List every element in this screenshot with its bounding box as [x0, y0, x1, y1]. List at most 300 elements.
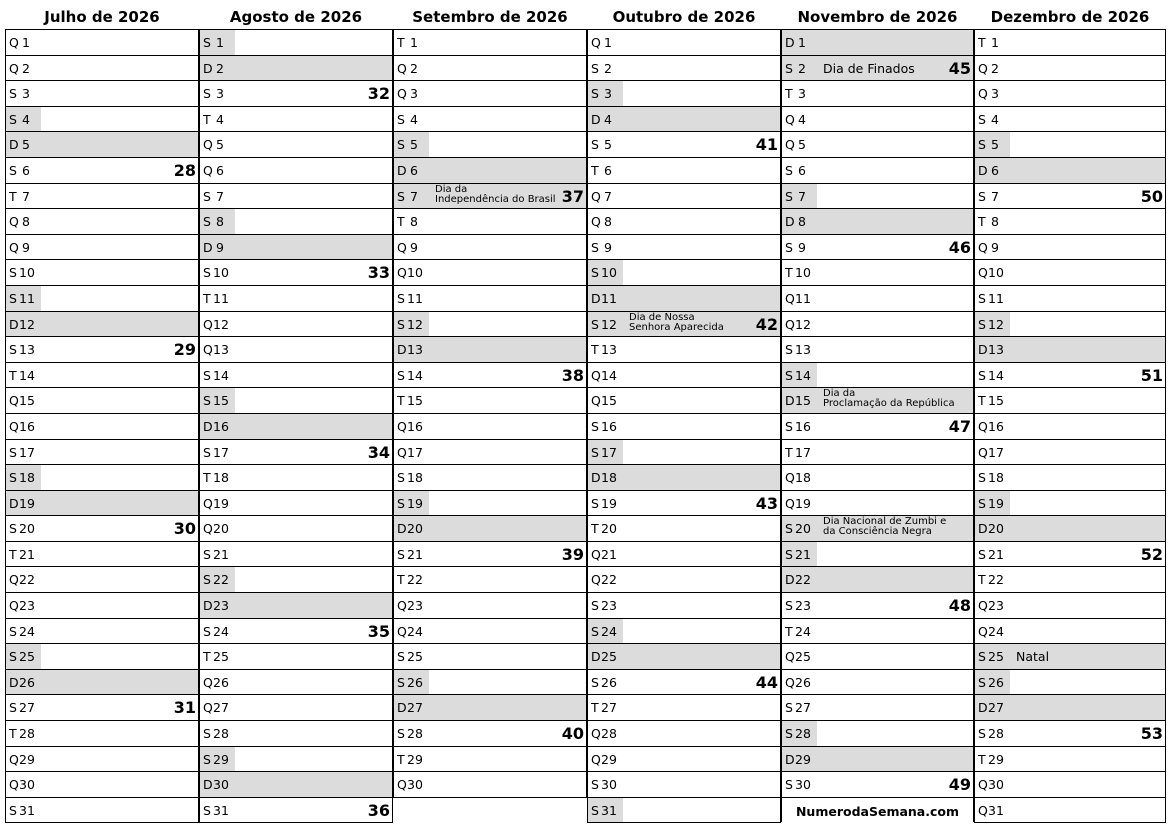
day-row[interactable]	[394, 542, 586, 568]
weekday-letter: S	[978, 674, 986, 690]
day-row[interactable]	[975, 542, 1165, 568]
day-row[interactable]	[200, 721, 392, 747]
day-row[interactable]	[6, 107, 198, 133]
day-row[interactable]	[200, 388, 392, 414]
weekday-letter: T	[397, 393, 405, 409]
day-row[interactable]	[6, 56, 198, 82]
day-row[interactable]	[200, 132, 392, 158]
day-row[interactable]	[6, 695, 198, 721]
day-row[interactable]	[200, 56, 392, 82]
weekday-letter: Q	[591, 214, 601, 230]
day-row[interactable]	[6, 286, 198, 312]
day-row[interactable]	[588, 184, 780, 210]
day-row[interactable]	[200, 440, 392, 466]
day-row[interactable]	[200, 363, 392, 389]
day-number: 1	[410, 35, 418, 50]
day-row[interactable]	[975, 81, 1165, 107]
day-row[interactable]	[782, 81, 973, 107]
day-row[interactable]	[394, 491, 586, 517]
day-number: 9	[798, 239, 806, 255]
day-number: 18	[795, 470, 811, 486]
weekday-letter: Q	[785, 137, 795, 153]
day-row[interactable]	[200, 312, 392, 338]
day-number: 22	[601, 572, 617, 588]
day-number: 4	[410, 111, 418, 127]
weekday-letter: Q	[978, 418, 988, 434]
day-row[interactable]	[394, 619, 586, 645]
day-row[interactable]	[200, 567, 392, 593]
day-row[interactable]	[394, 286, 586, 312]
day-row[interactable]	[975, 721, 1165, 747]
day-row[interactable]	[588, 363, 780, 389]
day-row[interactable]	[975, 132, 1165, 158]
day-number: 21	[407, 546, 423, 562]
day-number: 15	[19, 393, 35, 409]
day-row[interactable]	[6, 542, 198, 568]
day-number: 3	[216, 86, 224, 102]
weekday-letter: Q	[591, 546, 601, 562]
day-row[interactable]	[588, 644, 780, 670]
day-row[interactable]	[588, 286, 780, 312]
day-row[interactable]	[588, 542, 780, 568]
day-row[interactable]	[394, 337, 586, 363]
weekday-letter: T	[978, 572, 986, 588]
day-number: 27	[795, 700, 811, 716]
day-number: 4	[798, 111, 806, 127]
day-row[interactable]	[588, 209, 780, 235]
day-row[interactable]	[394, 184, 586, 210]
day-number: 8	[216, 214, 224, 230]
day-row[interactable]	[200, 772, 392, 798]
day-row[interactable]	[782, 567, 973, 593]
day-row[interactable]	[975, 56, 1165, 82]
day-row[interactable]	[200, 81, 392, 107]
day-row[interactable]	[782, 516, 973, 542]
day-number: 19	[213, 495, 229, 511]
day-row[interactable]	[782, 107, 973, 133]
day-row[interactable]	[394, 593, 586, 619]
day-row[interactable]	[588, 388, 780, 414]
day-row[interactable]	[6, 132, 198, 158]
day-row[interactable]	[6, 235, 198, 261]
day-number: 26	[795, 674, 811, 690]
weekday-letter: D	[978, 162, 988, 178]
day-row[interactable]	[782, 644, 973, 670]
day-row[interactable]	[782, 747, 973, 773]
day-row[interactable]	[394, 465, 586, 491]
day-row[interactable]	[975, 798, 1165, 824]
day-row[interactable]	[394, 363, 586, 389]
day-number: 8	[991, 214, 999, 230]
day-row[interactable]	[6, 465, 198, 491]
day-row[interactable]	[588, 491, 780, 517]
weekday-letter: S	[978, 137, 986, 153]
day-row[interactable]	[200, 209, 392, 235]
day-row[interactable]	[782, 542, 973, 568]
day-row[interactable]	[782, 388, 973, 414]
weekday-letter: T	[978, 35, 986, 50]
day-row[interactable]	[6, 440, 198, 466]
day-row[interactable]	[6, 312, 198, 338]
day-number: 13	[988, 342, 1004, 358]
day-row[interactable]	[975, 747, 1165, 773]
day-row[interactable]	[782, 593, 973, 619]
day-row[interactable]	[975, 184, 1165, 210]
day-row[interactable]	[588, 81, 780, 107]
day-row[interactable]	[975, 209, 1165, 235]
day-number: 28	[19, 726, 35, 742]
day-number: 2	[410, 60, 418, 76]
day-number: 4	[991, 111, 999, 127]
weekday-letter: Q	[978, 265, 988, 281]
day-row[interactable]	[975, 567, 1165, 593]
month-title: Agosto de 2026	[229, 8, 363, 26]
day-row[interactable]	[975, 260, 1165, 286]
day-row[interactable]	[782, 209, 973, 235]
day-row[interactable]	[782, 260, 973, 286]
day-row[interactable]	[588, 337, 780, 363]
week-number: 34	[367, 442, 390, 462]
day-row[interactable]	[975, 312, 1165, 338]
day-row[interactable]	[200, 747, 392, 773]
day-number: 5	[991, 137, 999, 153]
weekday-letter: T	[978, 751, 986, 767]
day-row[interactable]	[394, 644, 586, 670]
day-row[interactable]	[782, 440, 973, 466]
weekday-letter: S	[9, 444, 17, 460]
day-row[interactable]	[782, 337, 973, 363]
day-row[interactable]	[394, 721, 586, 747]
day-row[interactable]	[782, 158, 973, 184]
day-row[interactable]	[6, 798, 198, 824]
day-number: 25	[795, 649, 811, 665]
day-row[interactable]	[588, 721, 780, 747]
day-row[interactable]	[6, 747, 198, 773]
day-row[interactable]	[394, 235, 586, 261]
day-row[interactable]	[394, 312, 586, 338]
day-row[interactable]	[975, 465, 1165, 491]
day-number: 30	[407, 777, 423, 793]
weekday-letter: Q	[785, 111, 795, 127]
day-number: 4	[604, 111, 612, 127]
day-row[interactable]	[200, 516, 392, 542]
day-number: 13	[601, 342, 617, 358]
weekday-letter: Q	[203, 700, 213, 716]
weekday-letter: S	[591, 239, 599, 255]
day-row[interactable]	[975, 670, 1165, 696]
day-row[interactable]	[6, 567, 198, 593]
day-row[interactable]	[588, 695, 780, 721]
day-number: 31	[601, 802, 617, 818]
day-row[interactable]	[394, 30, 586, 56]
weekday-letter: Q	[978, 86, 988, 102]
weekday-letter: S	[591, 137, 599, 153]
day-row[interactable]	[6, 491, 198, 517]
day-row[interactable]	[6, 516, 198, 542]
day-row[interactable]	[975, 644, 1165, 670]
month-table	[199, 29, 393, 823]
day-row[interactable]	[588, 414, 780, 440]
day-number: 26	[988, 674, 1004, 690]
day-row[interactable]	[6, 721, 198, 747]
day-row[interactable]	[6, 388, 198, 414]
day-row[interactable]	[394, 81, 586, 107]
site-credit[interactable]: NumerodaSemana.com	[795, 803, 960, 819]
day-row[interactable]	[588, 593, 780, 619]
day-row[interactable]	[394, 695, 586, 721]
weekday-letter: D	[978, 342, 988, 358]
day-row[interactable]	[975, 286, 1165, 312]
week-number: 53	[1140, 724, 1163, 744]
day-row[interactable]	[200, 235, 392, 261]
day-row[interactable]	[782, 414, 973, 440]
day-number: 9	[604, 239, 612, 255]
day-row[interactable]	[394, 567, 586, 593]
day-row[interactable]	[6, 81, 198, 107]
day-number: 15	[795, 393, 811, 409]
weekday-letter: Q	[397, 60, 407, 76]
day-number: 26	[601, 674, 617, 690]
day-row[interactable]	[588, 107, 780, 133]
day-row[interactable]	[200, 260, 392, 286]
day-row[interactable]	[588, 465, 780, 491]
weekday-letter: T	[397, 751, 405, 767]
day-row[interactable]	[975, 440, 1165, 466]
day-row[interactable]	[394, 260, 586, 286]
day-row[interactable]	[975, 619, 1165, 645]
day-row[interactable]	[6, 593, 198, 619]
day-row[interactable]	[394, 772, 586, 798]
weekday-letter: Q	[9, 60, 19, 76]
week-number: 49	[948, 775, 971, 795]
day-number: 12	[213, 316, 229, 332]
day-row[interactable]	[200, 337, 392, 363]
day-row[interactable]	[200, 670, 392, 696]
day-row[interactable]	[588, 798, 780, 824]
day-number: 13	[795, 342, 811, 358]
day-row[interactable]	[200, 107, 392, 133]
day-row[interactable]	[6, 772, 198, 798]
day-row[interactable]	[588, 440, 780, 466]
day-row[interactable]	[200, 414, 392, 440]
day-number: 24	[19, 623, 35, 639]
weekday-letter: S	[591, 60, 599, 76]
day-row[interactable]	[975, 593, 1165, 619]
day-number: 30	[988, 777, 1004, 793]
day-row[interactable]	[200, 30, 392, 56]
day-row[interactable]	[394, 670, 586, 696]
day-row[interactable]	[6, 184, 198, 210]
day-row[interactable]	[588, 56, 780, 82]
day-row[interactable]	[588, 772, 780, 798]
day-row[interactable]	[588, 747, 780, 773]
weekday-letter: Q	[785, 316, 795, 332]
day-row[interactable]	[782, 670, 973, 696]
day-row[interactable]	[6, 414, 198, 440]
day-row[interactable]	[782, 235, 973, 261]
day-number: 10	[407, 265, 423, 281]
day-number: 18	[988, 470, 1004, 486]
day-row[interactable]	[6, 260, 198, 286]
day-number: 23	[795, 598, 811, 614]
day-row[interactable]	[588, 132, 780, 158]
day-row[interactable]	[782, 772, 973, 798]
day-row[interactable]	[975, 491, 1165, 517]
day-row[interactable]	[394, 440, 586, 466]
day-number: 28	[988, 726, 1004, 742]
weekday-letter: S	[785, 188, 793, 204]
day-number: 17	[795, 444, 811, 460]
day-row[interactable]	[394, 516, 586, 542]
day-row[interactable]	[975, 30, 1165, 56]
day-number: 12	[19, 316, 35, 332]
weekday-letter: Q	[978, 623, 988, 639]
day-row[interactable]	[394, 747, 586, 773]
day-row[interactable]	[394, 107, 586, 133]
day-row[interactable]	[200, 644, 392, 670]
day-row[interactable]	[782, 30, 973, 56]
day-number: 4	[22, 111, 30, 127]
day-row[interactable]	[394, 132, 586, 158]
day-number: 21	[988, 546, 1004, 562]
day-row[interactable]	[200, 465, 392, 491]
day-row[interactable]	[6, 670, 198, 696]
day-row[interactable]	[782, 465, 973, 491]
day-row[interactable]	[200, 695, 392, 721]
day-row[interactable]	[588, 312, 780, 338]
day-row[interactable]	[782, 619, 973, 645]
day-row[interactable]	[588, 670, 780, 696]
day-row[interactable]	[6, 644, 198, 670]
day-row[interactable]	[6, 619, 198, 645]
day-number: 6	[991, 162, 999, 178]
day-row[interactable]	[394, 56, 586, 82]
day-row[interactable]	[588, 260, 780, 286]
day-row[interactable]	[975, 516, 1165, 542]
day-number: 14	[988, 367, 1004, 383]
holiday-name: Dia da Proclamação da República	[823, 388, 955, 410]
day-row[interactable]	[782, 184, 973, 210]
day-row[interactable]	[782, 695, 973, 721]
weekday-letter: Q	[397, 418, 407, 434]
day-row[interactable]	[975, 235, 1165, 261]
weekday-letter: S	[203, 367, 211, 383]
weekday-letter: S	[9, 700, 17, 716]
day-number: 18	[213, 470, 229, 486]
day-number: 15	[988, 393, 1004, 409]
weekday-letter: T	[397, 214, 405, 230]
day-row[interactable]	[975, 107, 1165, 133]
day-row[interactable]	[6, 209, 198, 235]
month-table	[393, 29, 587, 798]
day-row[interactable]	[588, 30, 780, 56]
weekday-letter: Q	[978, 598, 988, 614]
weekday-letter: D	[9, 674, 19, 690]
day-row[interactable]	[782, 132, 973, 158]
day-row[interactable]	[6, 30, 198, 56]
weekday-letter: S	[203, 393, 211, 409]
day-row[interactable]	[975, 772, 1165, 798]
day-row[interactable]	[200, 593, 392, 619]
day-number: 16	[213, 418, 229, 434]
day-row[interactable]	[588, 567, 780, 593]
day-row[interactable]	[588, 619, 780, 645]
day-number: 24	[988, 623, 1004, 639]
day-row[interactable]	[588, 235, 780, 261]
week-number: 50	[1140, 186, 1163, 206]
day-row[interactable]	[782, 286, 973, 312]
day-row[interactable]	[782, 721, 973, 747]
day-number: 18	[601, 470, 617, 486]
day-row[interactable]	[200, 184, 392, 210]
day-row[interactable]	[200, 619, 392, 645]
day-number: 23	[19, 598, 35, 614]
day-row[interactable]	[975, 695, 1165, 721]
week-number: 43	[755, 493, 778, 513]
week-number: 44	[755, 672, 778, 692]
day-number: 11	[601, 290, 617, 306]
weekday-letter: S	[785, 598, 793, 614]
weekday-letter: S	[591, 623, 599, 639]
week-number: 48	[948, 596, 971, 616]
day-number: 6	[604, 162, 612, 178]
day-row[interactable]	[975, 388, 1165, 414]
week-number: 36	[367, 800, 390, 820]
day-number: 1	[604, 35, 612, 50]
day-row[interactable]	[975, 337, 1165, 363]
day-row[interactable]	[394, 388, 586, 414]
day-row[interactable]	[975, 158, 1165, 184]
day-row[interactable]	[6, 337, 198, 363]
weekday-letter: D	[9, 495, 19, 511]
day-row[interactable]	[6, 158, 198, 184]
day-row[interactable]	[588, 516, 780, 542]
day-number: 2	[216, 60, 224, 76]
weekday-letter: Q	[203, 495, 213, 511]
day-row[interactable]	[782, 363, 973, 389]
day-row[interactable]	[975, 363, 1165, 389]
day-row[interactable]	[394, 414, 586, 440]
day-row[interactable]	[6, 363, 198, 389]
day-number: 30	[795, 777, 811, 793]
day-row[interactable]	[782, 312, 973, 338]
day-number: 5	[798, 137, 806, 153]
day-row[interactable]	[200, 491, 392, 517]
weekday-letter: D	[978, 700, 988, 716]
day-row[interactable]	[782, 491, 973, 517]
day-row[interactable]	[975, 414, 1165, 440]
day-number: 13	[19, 342, 35, 358]
day-number: 24	[213, 623, 229, 639]
month-title: Julho de 2026	[44, 8, 160, 26]
month-table	[5, 29, 199, 823]
day-row[interactable]	[394, 158, 586, 184]
day-number: 9	[22, 239, 30, 255]
week-number: 30	[173, 519, 196, 539]
month-column	[587, 0, 781, 823]
day-number: 16	[407, 418, 423, 434]
day-number: 21	[213, 546, 229, 562]
day-row[interactable]	[200, 158, 392, 184]
day-row[interactable]	[200, 798, 392, 824]
day-row[interactable]	[200, 542, 392, 568]
weekday-letter: S	[203, 623, 211, 639]
day-row[interactable]	[200, 286, 392, 312]
day-row[interactable]	[394, 209, 586, 235]
day-row[interactable]	[782, 56, 973, 82]
day-row[interactable]	[588, 158, 780, 184]
weekday-letter: S	[203, 546, 211, 562]
